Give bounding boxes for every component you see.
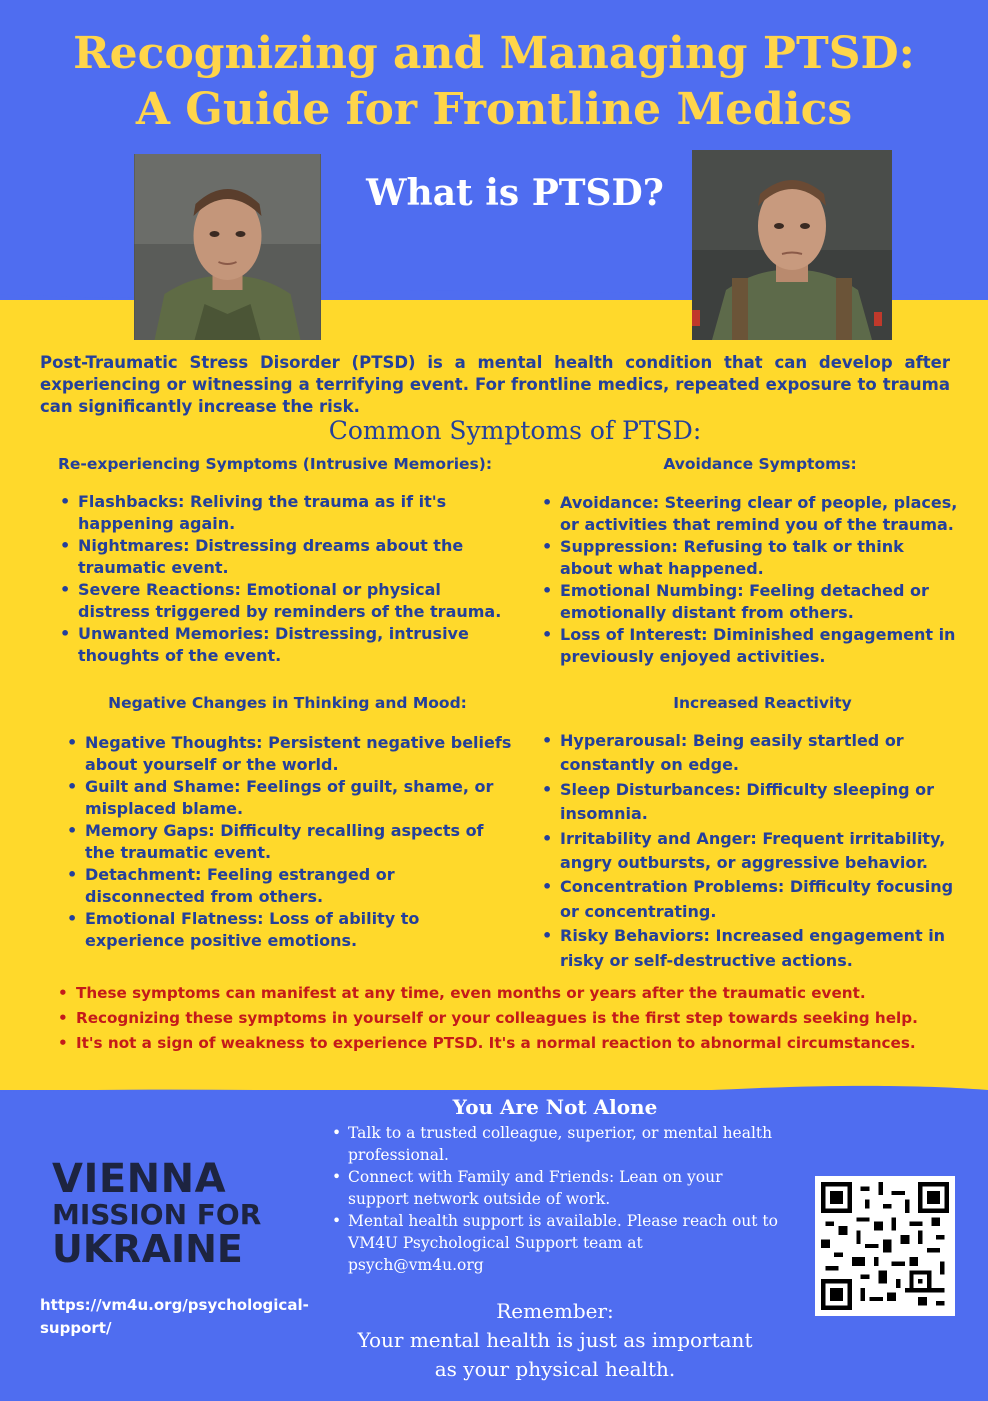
page-title bbox=[0, 26, 988, 138]
increased-reactivity-heading: Increased Reactivity bbox=[673, 694, 852, 712]
list-item: • Recognizing these symptoms in yourself or your colleagues is the first step towards seeking help. bbox=[58, 1006, 958, 1031]
title-line-2: A Guide for Frontline Medics bbox=[135, 84, 853, 135]
negative-changes-heading: Negative Changes in Thinking and Mood: bbox=[108, 694, 467, 712]
increased-reactivity-list bbox=[542, 729, 962, 973]
list-item: • Flashbacks: Reliving the trauma as if it's happening again. bbox=[60, 491, 515, 535]
list-item: • Severe Reactions: Emotional or physical distress triggered by reminders of the trauma. bbox=[60, 579, 515, 623]
list-item: • Loss of Interest: Diminished engagement in previously enjoyed activities. bbox=[542, 624, 960, 668]
qr-code[interactable] bbox=[815, 1176, 955, 1316]
list-item: • Emotional Numbing: Feeling detached or emotionally distant from others. bbox=[542, 580, 960, 624]
list-item: • Suppression: Refusing to talk or think about what happened. bbox=[542, 536, 960, 580]
remember-line-1: Remember: bbox=[496, 1299, 614, 1323]
list-item: • Memory Gaps: Difficulty recalling aspects of the traumatic event. bbox=[67, 820, 515, 864]
list-item: • Connect with Family and Friends: Lean on your support network outside of work. bbox=[332, 1166, 782, 1210]
remember-line-3: as your physical health. bbox=[434, 1357, 676, 1381]
list-item: • Talk to a trusted colleague, superior, or mental health professional. bbox=[332, 1122, 782, 1166]
medic-portrait-right bbox=[692, 150, 892, 340]
logo-line-2: MISSION FOR bbox=[52, 1198, 262, 1231]
support-url-link[interactable]: https://vm4u.org/psychological-support/ bbox=[40, 1296, 309, 1337]
list-item: • Risky Behaviors: Increased engagement in risky or self-destructive actions. bbox=[542, 924, 962, 973]
reexperiencing-heading: Re-experiencing Symptoms (Intrusive Memories): bbox=[57, 455, 493, 473]
list-item: • Concentration Problems: Difficulty focusing or concentrating. bbox=[542, 875, 962, 924]
reexperiencing-list bbox=[60, 491, 515, 667]
title-line-1: Recognizing and Managing PTSD: bbox=[73, 28, 915, 79]
list-item: • Sleep Disturbances: Difficulty sleeping or insomnia. bbox=[542, 778, 962, 827]
list-item: • Guilt and Shame: Feelings of guilt, shame, or misplaced blame. bbox=[67, 776, 515, 820]
list-item: • Mental health support is available. Please reach out to VM4U Psychological Support team at psych@vm4u.org bbox=[332, 1210, 782, 1276]
negative-changes-list bbox=[67, 732, 515, 952]
list-item: • Nightmares: Distressing dreams about the traumatic event. bbox=[60, 535, 515, 579]
logo-vienna-text: VIENNA bbox=[52, 1156, 227, 1202]
medic-portrait-left bbox=[134, 154, 321, 340]
remember-message bbox=[330, 1297, 780, 1384]
not-alone-heading: You Are Not Alone bbox=[452, 1095, 658, 1119]
list-item: • Hyperarousal: Being easily startled or constantly on edge. bbox=[542, 729, 962, 778]
intro-paragraph: Post-Traumatic Stress Disorder (PTSD) is a mental health condition that can develop after experiencing or witnessing a terrifying event. For frontline medics, repeated exposure to trauma can significantly increase the risk. bbox=[40, 353, 950, 416]
symptoms-heading: Common Symptoms of PTSD: bbox=[328, 416, 702, 445]
important-notes-list bbox=[58, 981, 958, 1056]
list-item: • Detachment: Feeling estranged or disconnected from others. bbox=[67, 864, 515, 908]
not-alone-list bbox=[332, 1122, 782, 1276]
remember-line-2: Your mental health is just as important bbox=[357, 1328, 753, 1352]
vienna-mission-logo bbox=[52, 1156, 272, 1271]
list-item: • Emotional Flatness: Loss of ability to experience positive emotions. bbox=[67, 908, 515, 952]
list-item: • Irritability and Anger: Frequent irritability, angry outbursts, or aggressive behavior. bbox=[542, 827, 962, 876]
logo-line-3: UKRAINE bbox=[52, 1227, 243, 1271]
avoidance-heading: Avoidance Symptoms: bbox=[663, 455, 857, 473]
avoidance-list bbox=[542, 492, 960, 668]
qr-code-icon bbox=[821, 1182, 949, 1310]
list-item: • These symptoms can manifest at any time, even months or years after the traumatic event. bbox=[58, 981, 958, 1006]
list-item: • It's not a sign of weakness to experience PTSD. It's a normal reaction to abnormal circumstances. bbox=[58, 1031, 958, 1056]
list-item: • Negative Thoughts: Persistent negative beliefs about yourself or the world. bbox=[67, 732, 515, 776]
logo-line-1 bbox=[52, 1158, 272, 1200]
list-item: • Unwanted Memories: Distressing, intrusive thoughts of the event. bbox=[60, 623, 515, 667]
list-item: • Avoidance: Steering clear of people, places, or activities that remind you of the trauma. bbox=[542, 492, 960, 536]
what-is-ptsd-heading: What is PTSD? bbox=[366, 172, 664, 214]
